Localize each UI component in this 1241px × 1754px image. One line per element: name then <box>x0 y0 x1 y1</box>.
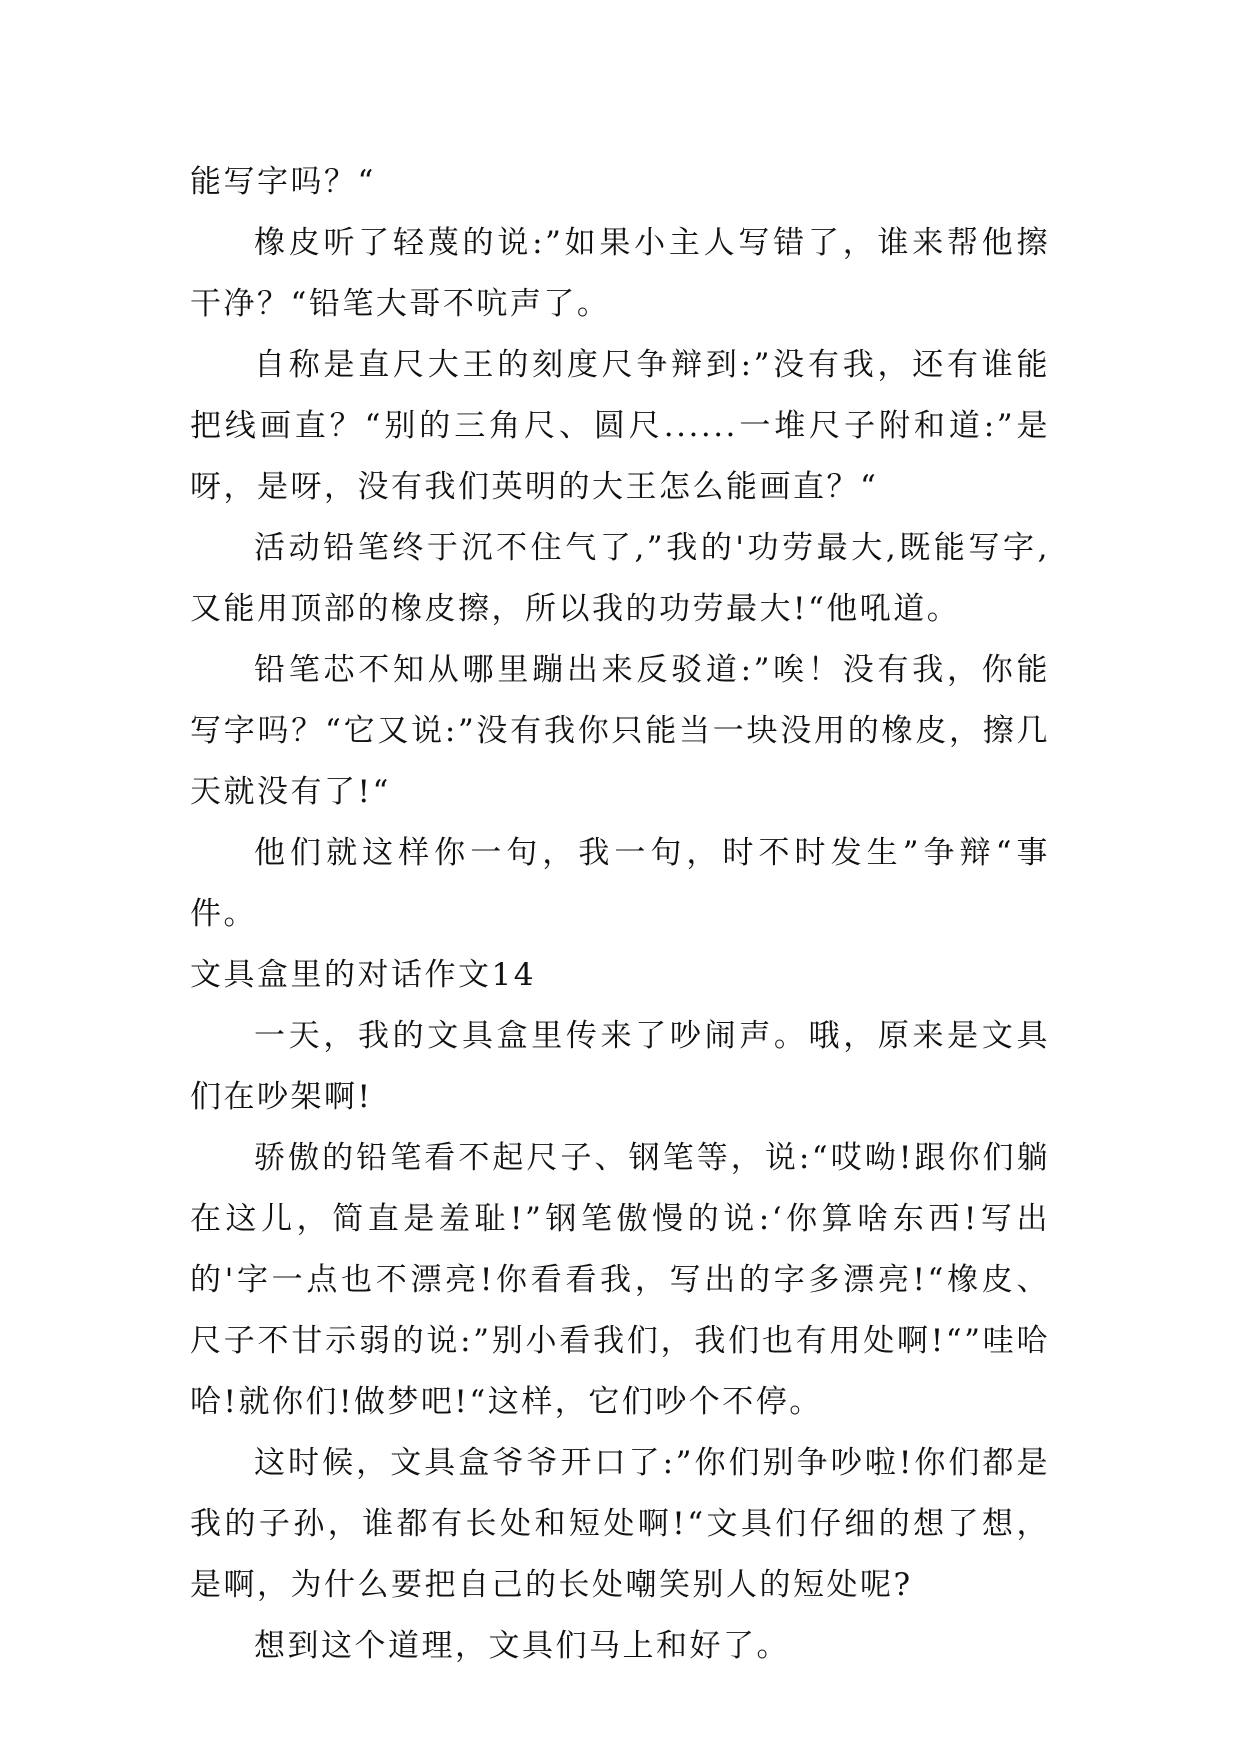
paragraph: 橡皮听了轻蔑的说:”如果小主人写错了，谁来帮他擦干净？“铅笔大哥不吭声了。 <box>190 225 1050 322</box>
paragraph: 骄傲的铅笔看不起尺子、钢笔等，说:“哎呦!跟你们躺在这儿，简直是羞耻!”钢笔傲慢的说:‘你算啥东西!写出的'字一点也不漂亮!你看看我，写出的字多漂亮!“橡皮、尺子不甘示弱的说:”别小看我们，我们也有用处啊!“”哇哈哈!就你们!做梦吧!“这样，它们吵个不停。 <box>190 1140 1050 1420</box>
document-body <box>190 152 1050 1677</box>
paragraph: 他们就这样你一句，我一句，时不时发生”争辩“事件。 <box>190 835 1050 932</box>
paragraph: 一天，我的文具盒里传来了吵闹声。哦，原来是文具们在吵架啊! <box>190 1018 1050 1115</box>
paragraph: 能写字吗？“ <box>190 164 376 200</box>
paragraph: 铅笔芯不知从哪里蹦出来反驳道:”唉！没有我，你能写字吗？“它又说:”没有我你只能当一块没用的橡皮，擦几天就没有了!“ <box>190 652 1050 810</box>
paragraph: 自称是直尺大王的刻度尺争辩到:”没有我，还有谁能把线画直？“别的三角尺、圆尺......一堆尺子附和道:”是呀，是呀，没有我们英明的大王怎么能画直？“ <box>190 347 1050 505</box>
paragraph: 想到这个道理，文具们马上和好了。 <box>254 1628 790 1664</box>
paragraph: 活动铅笔终于沉不住气了,”我的'功劳最大,既能写字,又能用顶部的橡皮擦，所以我的功劳最大!“他吼道。 <box>190 530 1050 627</box>
paragraph: 这时候，文具盒爷爷开口了:”你们别争吵啦!你们都是我的子孙，谁都有长处和短处啊!“文具们仔细的想了想，是啊，为什么要把自己的长处嘲笑别人的短处呢? <box>190 1445 1050 1603</box>
section-heading: 文具盒里的对话作文14 <box>190 957 536 993</box>
